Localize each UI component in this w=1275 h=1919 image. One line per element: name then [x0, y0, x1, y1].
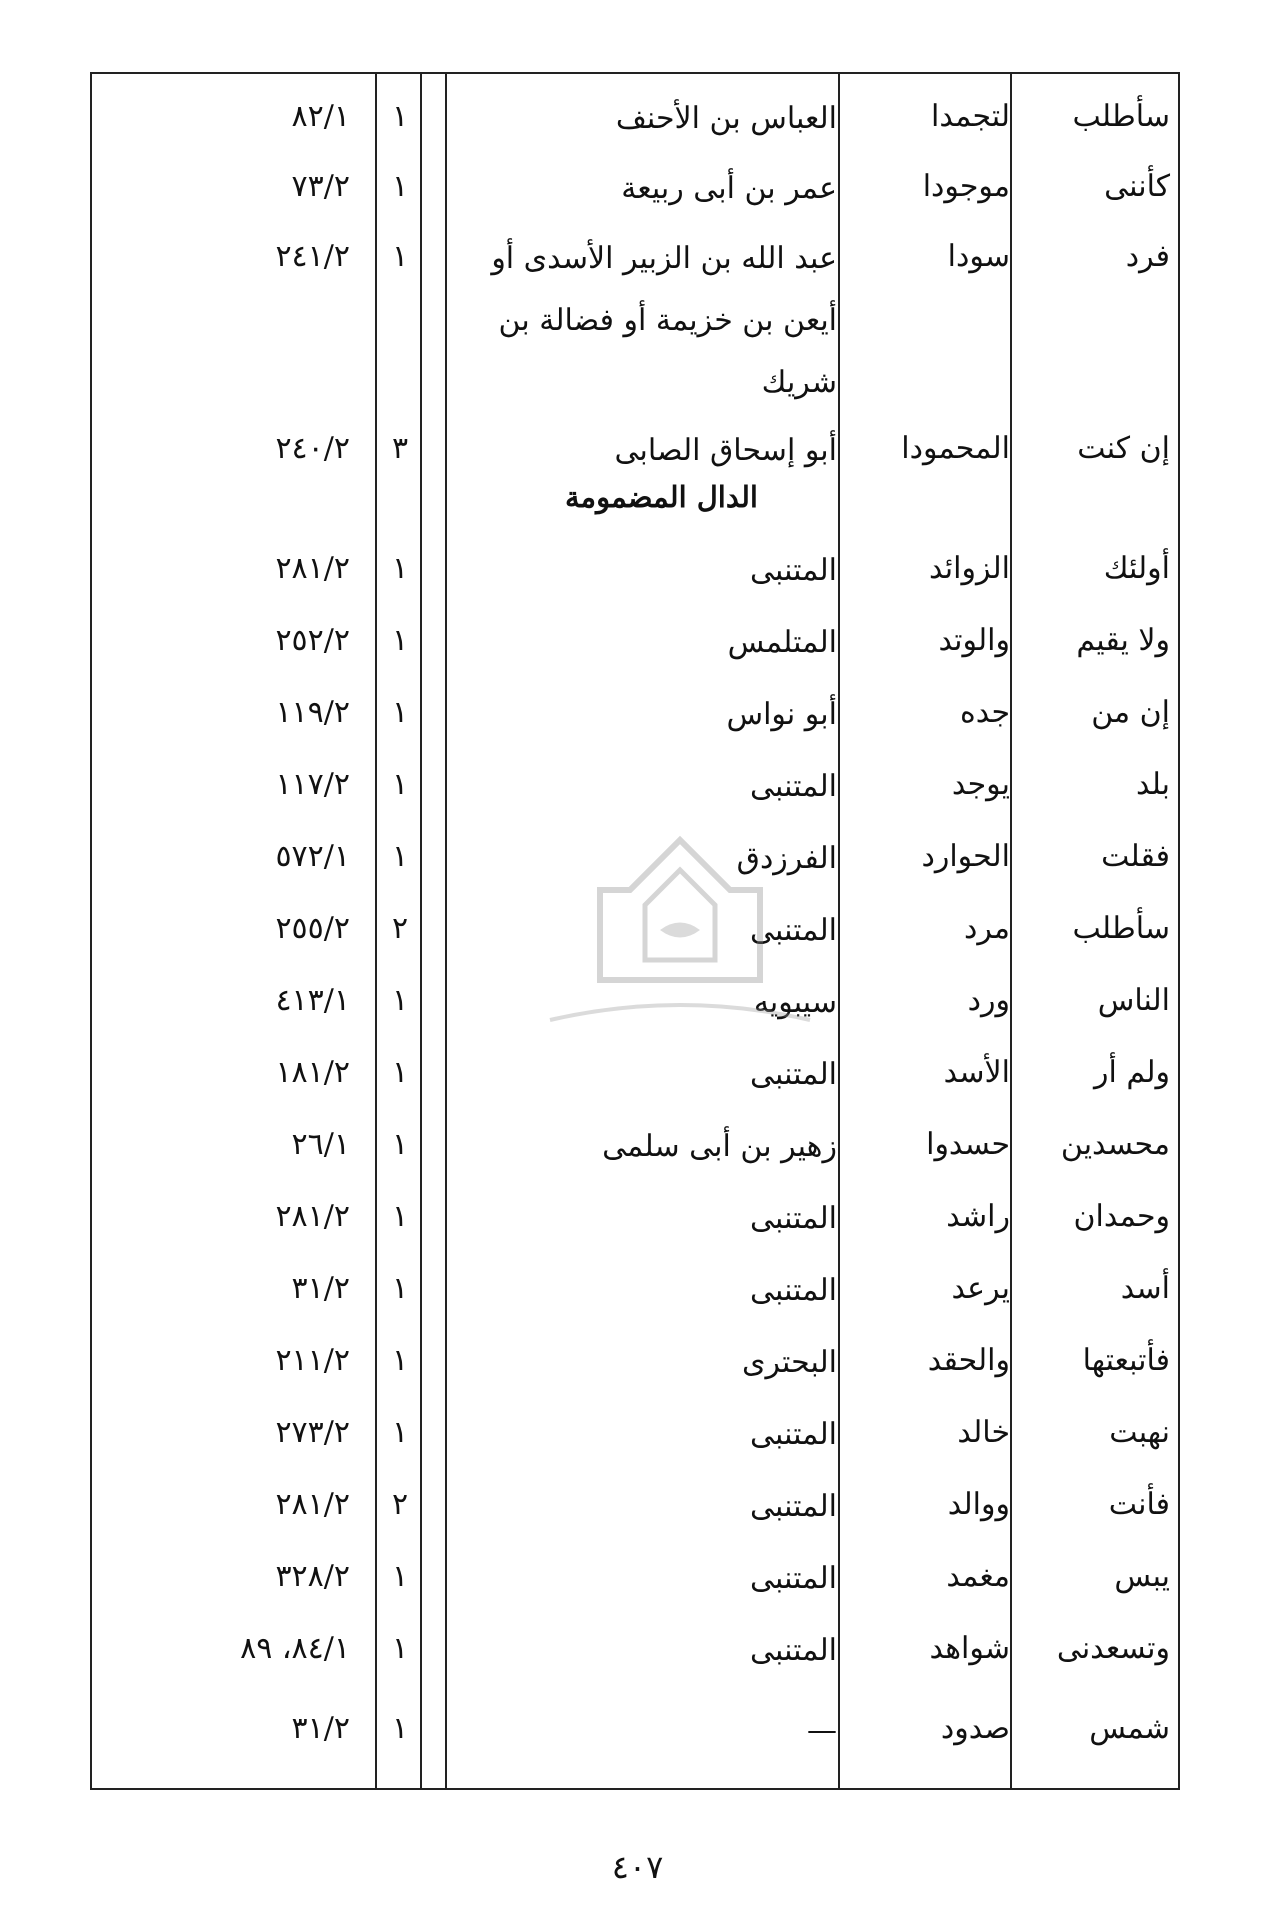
rhyme-word: الزوائد	[929, 551, 1010, 586]
verse-first-word: وحمدان	[1073, 1199, 1170, 1234]
page-reference: ٣٢٨/٢	[275, 1559, 350, 1594]
rhyme-word: موجودا	[922, 169, 1010, 204]
page-reference: ٧٣/٢	[291, 169, 350, 204]
poet-name: المتنبى	[750, 1273, 837, 1308]
verse-first-word: أسد	[1120, 1271, 1170, 1306]
rhyme-word: يوجد	[951, 767, 1010, 802]
page-reference: ٢٨١/٢	[275, 1199, 350, 1234]
poet-name: —	[807, 1713, 837, 1748]
rhyme-word: الحوارد	[921, 839, 1010, 874]
poet-name: المتنبى	[750, 1633, 837, 1668]
verse-first-word: إن من	[1091, 695, 1170, 730]
verse-count: ١	[391, 1559, 409, 1594]
verse-count: ١	[391, 239, 409, 274]
page-reference: ٢٤١/٢	[275, 239, 350, 274]
verse-first-word: يبس	[1114, 1559, 1170, 1594]
poet-name: المتنبى	[750, 913, 837, 948]
rhyme-word: شواهد	[929, 1631, 1010, 1666]
column-divider-word	[1010, 72, 1012, 1790]
table-bottom-rule	[90, 1788, 1180, 1790]
page-reference: ٢٥٢/٢	[275, 623, 350, 658]
rhyme-word: سودا	[947, 239, 1010, 274]
poet-name: العباس بن الأحنف	[615, 101, 837, 136]
rhyme-word: الأسد	[943, 1055, 1010, 1090]
verse-first-word: سأطلب	[1072, 99, 1170, 134]
verse-count: ٣	[391, 431, 409, 466]
page-reference: ٢١١/٢	[275, 1343, 350, 1378]
rhyme-word: لتجمدا	[931, 99, 1010, 134]
verse-first-word: إن كنت	[1077, 431, 1170, 466]
verse-count: ١	[391, 1271, 409, 1306]
poet-name: المتنبى	[750, 769, 837, 804]
page-reference: ٢٥٥/٢	[275, 911, 350, 946]
page-reference: ٢٦/١	[291, 1127, 350, 1162]
page-reference: ٣١/٢	[291, 1271, 350, 1306]
verse-count: ١	[391, 983, 409, 1018]
poet-name: المتنبى	[750, 1057, 837, 1092]
poet-name: عمر بن أبى ربيعة	[621, 171, 837, 206]
verse-first-word: فأتبعتها	[1082, 1343, 1170, 1378]
poet-name: المتنبى	[750, 1489, 837, 1524]
verse-first-word: ولا يقيم	[1076, 623, 1170, 658]
verse-count: ١	[391, 1631, 409, 1666]
rhyme-word: صدود	[940, 1711, 1010, 1746]
poet-name: المتلمس	[727, 625, 837, 660]
page-reference: ٤١٣/١	[275, 983, 350, 1018]
poet-name: أبو إسحاق الصابى	[614, 433, 837, 468]
verse-first-word: فرد	[1125, 239, 1170, 274]
page-reference: ٣١/٢	[291, 1711, 350, 1746]
rhyme-word: ووالد	[947, 1487, 1010, 1522]
rhyme-word: مغمد	[946, 1559, 1010, 1594]
verse-first-word: سأطلب	[1072, 911, 1170, 946]
verse-count: ١	[391, 767, 409, 802]
poet-name: الفرزدق	[736, 841, 837, 876]
page-reference: ٥٧٢/١	[275, 839, 350, 874]
poet-name: عبد الله بن الزبير الأسدى أو أيعن بن خزيمة أو فضالة بن شريك	[491, 241, 837, 400]
poet-name: زهير بن أبى سلمى	[602, 1129, 837, 1164]
watermark-logo	[530, 830, 830, 1050]
rhyme-word: حسدوا	[926, 1127, 1010, 1162]
verse-first-word: فأنت	[1108, 1487, 1170, 1522]
rhyme-word: والوتد	[938, 623, 1010, 658]
page-number: ٤٠٧	[611, 1848, 664, 1886]
rhyme-word: والحقد	[927, 1343, 1010, 1378]
page-reference: ٢٨١/٢	[275, 1487, 350, 1522]
poet-name: المتنبى	[750, 1561, 837, 1596]
verse-first-word: ولم أر	[1094, 1055, 1170, 1090]
poet-name: أبو نواس	[726, 697, 837, 732]
column-divider-rhyme	[838, 72, 840, 1790]
page-reference: ١١٧/٢	[275, 767, 350, 802]
page-reference: ٨٤/١، ٨٩	[240, 1631, 350, 1666]
poet-name: البحترى	[742, 1345, 837, 1380]
page-reference: ٨٢/١	[291, 99, 350, 134]
verse-count: ١	[391, 1127, 409, 1162]
page-reference: ١٨١/٢	[275, 1055, 350, 1090]
verse-count: ٢	[391, 1487, 409, 1522]
verse-first-word: كأننى	[1104, 169, 1170, 204]
poet-name: المتنبى	[750, 1201, 837, 1236]
rhyme-word: ورد	[967, 983, 1010, 1018]
verse-count: ١	[391, 1711, 409, 1746]
verse-count: ١	[391, 99, 409, 134]
rhyme-word: المحمودا	[901, 431, 1010, 466]
rhyme-word: راشد	[946, 1199, 1010, 1234]
verse-first-word: محسدين	[1060, 1127, 1170, 1162]
verse-first-word: الناس	[1097, 983, 1170, 1018]
verse-first-word: فقلت	[1101, 839, 1170, 874]
verse-count: ١	[391, 1055, 409, 1090]
rhyme-word: مرد	[964, 911, 1010, 946]
poet-name: المتنبى	[750, 553, 837, 588]
verse-count: ١	[391, 623, 409, 658]
verse-count: ١	[391, 839, 409, 874]
page-reference: ٢٧٣/٢	[275, 1415, 350, 1450]
page-reference: ١١٩/٢	[275, 695, 350, 730]
page-reference: ٢٨١/٢	[275, 551, 350, 586]
verse-first-word: وتسعدنى	[1056, 1631, 1170, 1666]
page-reference: ٢٤٠/٢	[275, 431, 350, 466]
rhyme-word: يرعد	[951, 1271, 1010, 1306]
verse-count: ٢	[391, 911, 409, 946]
verse-first-word: أولئك	[1103, 551, 1170, 586]
rhyme-word: خالد	[957, 1415, 1010, 1450]
verse-first-word: بلد	[1135, 767, 1170, 802]
poet-name: المتنبى	[750, 1417, 837, 1452]
verse-first-word: شمس	[1089, 1711, 1170, 1746]
verse-count: ١	[391, 1415, 409, 1450]
verse-count: ١	[391, 551, 409, 586]
verse-count: ١	[391, 169, 409, 204]
section-heading: الدال المضمومة	[565, 480, 758, 514]
verse-first-word: نهبت	[1109, 1415, 1170, 1450]
rhyme-word: جده	[959, 695, 1010, 730]
verse-count: ١	[391, 1343, 409, 1378]
verse-count: ١	[391, 1199, 409, 1234]
verse-count: ١	[391, 695, 409, 730]
poet-name: سيبويه	[753, 985, 837, 1020]
